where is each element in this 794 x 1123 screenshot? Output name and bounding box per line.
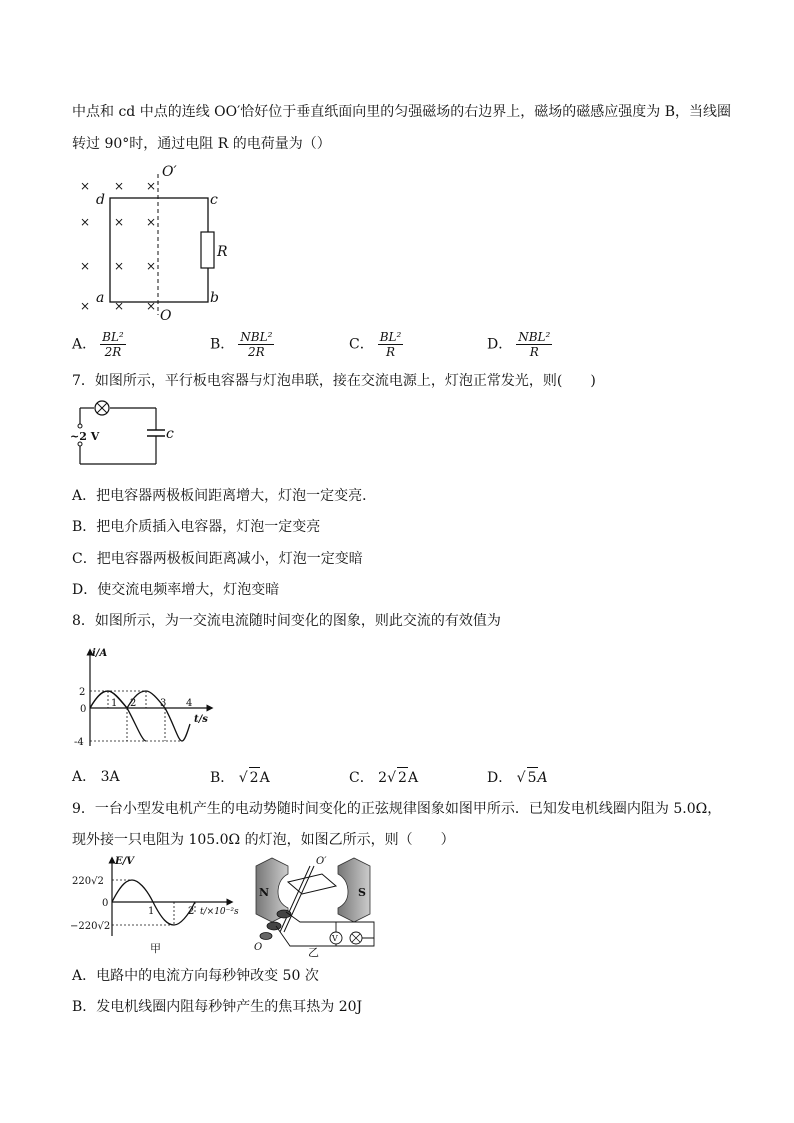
voltmeter-label: V [332, 934, 338, 943]
cross-mark: × [114, 259, 125, 273]
y-tick-neg4: -4 [74, 737, 84, 748]
label-o: O [254, 942, 263, 953]
q6-coil-figure [70, 160, 250, 325]
y-tick-zero: 0 [102, 898, 109, 909]
capacitor-label: c [166, 426, 174, 442]
q6-option-b[interactable]: B． $\frac{\text{NBL²}}{2R}$ [210, 330, 273, 359]
source-label: ~2 V [70, 430, 100, 443]
y-axis-label: E/V [115, 856, 135, 867]
caption-yi: 乙 [308, 946, 319, 959]
label-b: b [210, 290, 219, 306]
q9-option-b[interactable]: B．发电机线圈内阻每秒钟产生的焦耳热为 20J [72, 999, 363, 1015]
q8-option-a[interactable]: A． 3A [72, 769, 120, 785]
q9-option-a[interactable]: A．电路中的电流方向每秒钟改变 50 次 [72, 968, 319, 984]
q9-generator-figure [250, 852, 380, 958]
cross-mark: × [146, 259, 157, 273]
y-tick-0: 0 [80, 704, 87, 715]
q7-circuit-figure [70, 398, 190, 470]
label-r: R [217, 244, 228, 260]
q9-stem-line2: 现外接一只电阻为 105.0Ω 的灯泡，如图乙所示，则（ ） [72, 832, 455, 848]
cross-mark: × [80, 299, 91, 313]
y-tick-top: 220√2 [72, 876, 104, 887]
y-tick-2: 2 [79, 687, 86, 698]
q9-stem-line1: 9．一台小型发电机产生的电动势随时间变化的正弦规律图象如图甲所示．已知发电机线圈内阻为 5.0Ω， [72, 801, 722, 817]
x-tick-3: 3 [160, 698, 167, 709]
q6-option-a[interactable]: A． $\frac{\text{BL²}}{2R}$ [72, 330, 124, 359]
q7-option-b[interactable]: B．把电介质插入电容器，灯泡一定变亮 [72, 519, 321, 535]
cross-mark: × [80, 259, 91, 273]
q7-option-d[interactable]: D．使交流电频率增大，灯泡变暗 [72, 582, 280, 598]
y-tick-bottom: −220√2 [70, 921, 111, 932]
label-o-prime: O′ [162, 164, 177, 180]
x-tick-2: 2 [188, 906, 195, 917]
label-d: d [96, 192, 105, 208]
q8-option-c[interactable]: C． 2√ 2A [349, 767, 418, 788]
cross-mark: × [114, 215, 125, 229]
x-tick-4: 4 [186, 698, 193, 709]
q6-option-d[interactable]: D． $\frac{\text{NBL²}}{R}$ [487, 330, 551, 359]
label-c: c [210, 192, 218, 208]
q7-option-c[interactable]: C．把电容器两极板间距离减小，灯泡一定变暗 [72, 551, 363, 567]
x-tick-1: 1 [148, 906, 155, 917]
label-a: a [96, 290, 105, 306]
magnet-n: N [259, 886, 270, 899]
label-o: O [160, 308, 172, 324]
q8-option-d[interactable]: D． √ 5A [487, 767, 548, 788]
q7-stem: 7．如图所示，平行板电容器与灯泡串联，接在交流电源上，灯泡正常发光，则( ) [72, 373, 596, 389]
x-axis-label: t/×10⁻²s [200, 907, 239, 917]
y-axis-label: i/A [92, 648, 108, 659]
q6-stem-line1: 中点和 cd 中点的连线 OO′恰好位于垂直纸面向里的匀强磁场的右边界上，磁场的磁感应强度为 B，当线圈 [72, 104, 732, 120]
q6-option-c[interactable]: C． $\frac{\text{BL²}}{R}$ [349, 330, 402, 359]
q8-option-b[interactable]: B． √ 2A [210, 767, 270, 788]
cross-mark: × [146, 179, 157, 193]
q9-emf-graph [70, 856, 240, 956]
x-axis-label: t/s [194, 714, 208, 725]
cross-mark: × [146, 299, 157, 313]
cross-mark: × [146, 215, 157, 229]
x-tick-2: 2 [130, 698, 137, 709]
q8-stem: 8．如图所示，为一交流电流随时间变化的图象，则此交流的有效值为 [72, 613, 501, 629]
q7-option-a[interactable]: A．把电容器两极板间距离增大，灯泡一定变亮． [72, 488, 377, 504]
q8-current-graph [70, 646, 220, 756]
label-o-prime: O′ [316, 856, 327, 867]
cross-mark: × [114, 299, 125, 313]
x-tick-1: 1 [111, 698, 118, 709]
magnet-s: S [358, 886, 366, 899]
q6-stem-line2: 转过 90°时，通过电阻 R 的电荷量为（） [72, 136, 331, 152]
cross-mark: × [114, 179, 125, 193]
caption-jia: 甲 [150, 942, 161, 955]
cross-mark: × [80, 215, 91, 229]
cross-mark: × [80, 179, 91, 193]
